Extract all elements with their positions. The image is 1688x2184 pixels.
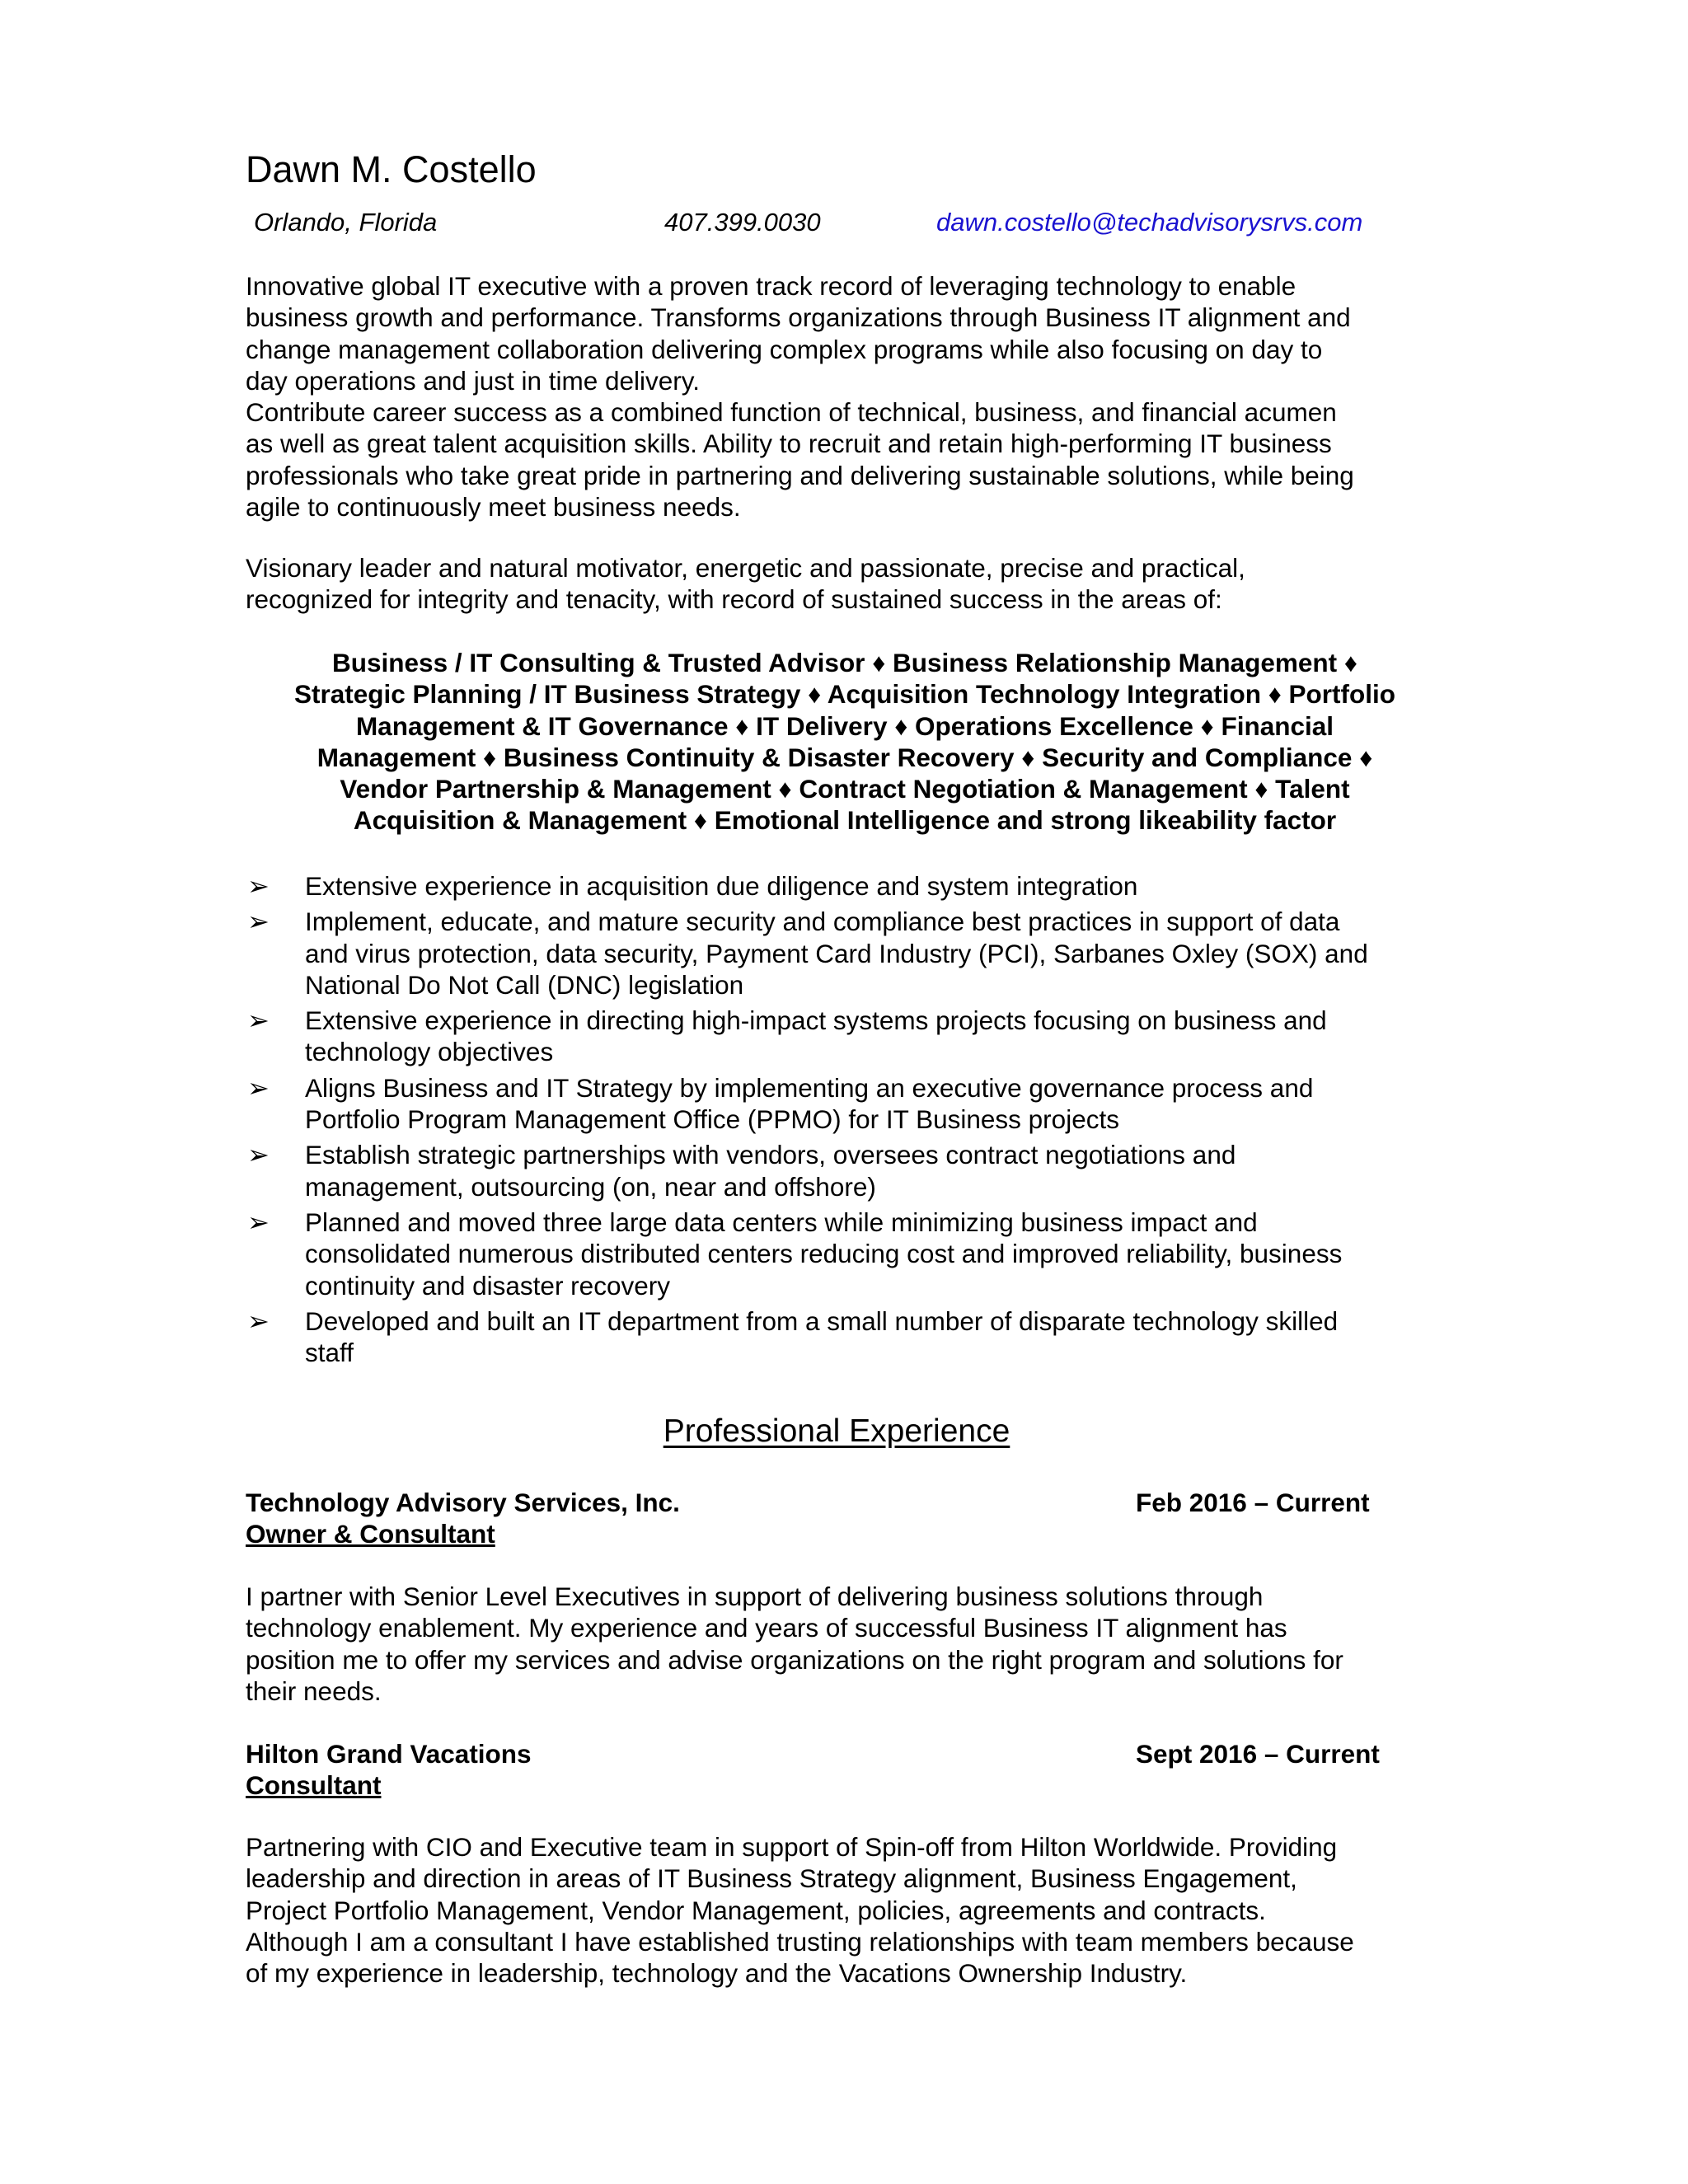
job-description-line: position me to offer my services and advise organizations on the right program and solutions for (246, 1644, 1343, 1675)
arrow-bullet-icon: ➢ (247, 1206, 270, 1238)
skills-block (239, 647, 1451, 837)
list-item-line: Planned and moved three large data centers while minimizing business impact and (305, 1207, 1258, 1237)
list-item-line: National Do Not Call (DNC) legislation (305, 969, 744, 1000)
list-item-line: management, outsourcing (on, near and offshore) (305, 1171, 876, 1202)
summary-line: change management collaboration delivering complex programs while also focusing on day to (246, 334, 1323, 364)
list-item-line: Portfolio Program Management Office (PPMO) for IT Business projects (305, 1104, 1119, 1135)
list-item (246, 870, 1465, 902)
job-dates: Feb 2016 – Current (1136, 1488, 1370, 1517)
job-description-line: technology enablement. My experience and years of successful Business IT alignment has (246, 1613, 1287, 1643)
skills-line: Acquisition & Management ♦ Emotional Intelligence and strong likeability factor (353, 805, 1337, 836)
job-description-line: their needs. (246, 1675, 382, 1706)
job-description-line: of my experience in leadership, technology and the Vacations Ownership Industry. (246, 1958, 1188, 1989)
arrow-bullet-icon: ➢ (247, 906, 270, 938)
summary-line: as well as great talent acquisition skills. Ability to recruit and retain high-performing IT business (246, 429, 1332, 459)
summary-line: agile to continuously meet business needs. (246, 492, 741, 523)
list-item-line: Establish strategic partnerships with vendors, oversees contract negotiations and (305, 1140, 1236, 1170)
arrow-bullet-icon: ➢ (247, 1071, 270, 1104)
skills-line: Management ♦ Business Continuity & Disaster Recovery ♦ Security and Compliance ♦ (316, 742, 1373, 772)
summary-line: business growth and performance. Transforms organizations through Business IT alignment and (246, 302, 1351, 333)
arrow-bullet-icon: ➢ (247, 1005, 270, 1037)
highlights-list (246, 870, 1465, 1372)
list-item (246, 1305, 1465, 1369)
list-item-line: Developed and built an IT department from a small number of disparate technology skilled (305, 1305, 1339, 1336)
skills-line: Business / IT Consulting & Trusted Advisor ♦ Business Relationship Management ♦ (332, 648, 1357, 677)
list-item (246, 1005, 1465, 1068)
job-description (246, 1581, 1449, 1707)
list-item-line: continuity and disaster recovery (305, 1270, 670, 1301)
section-title-professional-experience: Professional Experience (663, 1413, 1010, 1449)
summary-line: Innovative global IT executive with a proven track record of leveraging technology to enable (246, 271, 1296, 301)
contact-email-link[interactable]: dawn.costello@techadvisorysrvs.com (936, 208, 1363, 237)
list-item (246, 1139, 1465, 1202)
job-title: Consultant (246, 1770, 382, 1800)
summary-line: recognized for integrity and tenacity, with record of sustained success in the areas of: (246, 584, 1222, 615)
job-title: Owner & Consultant (246, 1519, 495, 1549)
skills-line: Strategic Planning / IT Business Strategy ♦ Acquisition Technology Integration ♦ Portfolio (293, 679, 1396, 710)
job-company: Technology Advisory Services, Inc. (246, 1488, 680, 1517)
summary-line: professionals who take great pride in partnering and delivering sustainable solutions, while being (246, 460, 1354, 490)
list-item-line: technology objectives (305, 1037, 554, 1067)
job-description (246, 1831, 1449, 1989)
contact-city: Orlando, Florida (254, 208, 438, 237)
job-description-line: Partnering with CIO and Executive team in support of Spin-off from Hilton Worldwide. Providing (246, 1832, 1338, 1862)
list-item-line: Aligns Business and IT Strategy by implementing an executive governance process and (305, 1072, 1314, 1103)
arrow-bullet-icon: ➢ (247, 1305, 270, 1337)
summary-paragraph-1 (246, 270, 1449, 523)
summary-line: Visionary leader and natural motivator, energetic and passionate, precise and practical, (246, 553, 1245, 583)
summary-line: day operations and just in time delivery. (246, 365, 700, 396)
arrow-bullet-icon: ➢ (247, 870, 270, 902)
list-item-line: staff (305, 1338, 354, 1368)
list-item (246, 1072, 1465, 1136)
skills-line: Vendor Partnership & Management ♦ Contract Negotiation & Management ♦ Talent (340, 774, 1350, 804)
job-description-line: I partner with Senior Level Executives in support of delivering business solutions through (246, 1582, 1264, 1611)
contact-phone: 407.399.0030 (664, 208, 821, 237)
arrow-bullet-icon: ➢ (247, 1139, 270, 1171)
job-company: Hilton Grand Vacations (246, 1739, 532, 1769)
summary-line: Contribute career success as a combined function of technical, business, and financial acumen (246, 397, 1337, 428)
job-dates: Sept 2016 – Current (1136, 1739, 1380, 1769)
job-description-line: Although I am a consultant I have established trusting relationships with team members because (246, 1926, 1354, 1957)
list-item-line: Extensive experience in directing high-impact systems projects focusing on business and (305, 1005, 1327, 1036)
candidate-name: Dawn M. Costello (246, 148, 537, 190)
job-description-line: Project Portfolio Management, Vendor Management, policies, agreements and contracts. (246, 1895, 1266, 1925)
list-item (246, 906, 1465, 1001)
list-item-line: and virus protection, data security, Payment Card Industry (PCI), Sarbanes Oxley (SOX) and (305, 938, 1368, 968)
summary-paragraph-3 (246, 552, 1449, 616)
list-item-line: Implement, educate, and mature security and compliance best practices in support of data (305, 907, 1340, 937)
list-item (246, 1207, 1465, 1301)
list-item-line: Extensive experience in acquisition due diligence and system integration (305, 871, 1138, 901)
job-description-line: leadership and direction in areas of IT Business Strategy alignment, Business Engagement, (246, 1863, 1297, 1894)
skills-line: Management & IT Governance ♦ IT Delivery ♦ Operations Excellence ♦ Financial (355, 710, 1334, 741)
list-item-line: consolidated numerous distributed centers reducing cost and improved reliability, business (305, 1239, 1343, 1269)
